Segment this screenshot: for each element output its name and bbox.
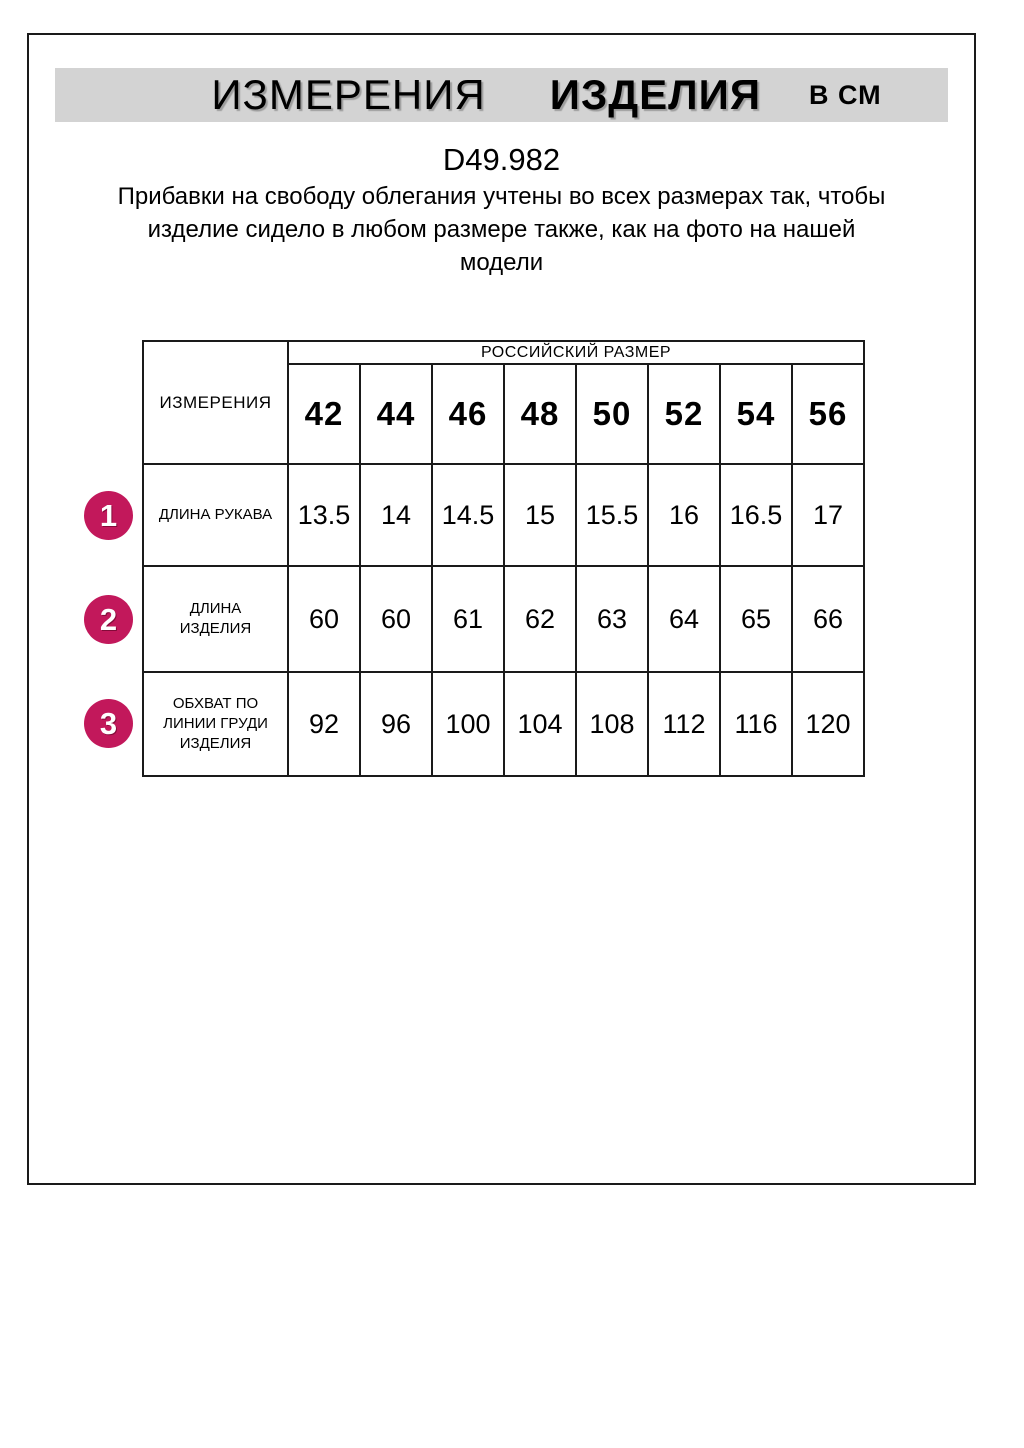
- measurement-value: 66: [792, 566, 864, 672]
- measurement-value: 16.5: [720, 464, 792, 566]
- corner-header-cell: ИЗМЕРЕНИЯ: [143, 341, 288, 464]
- row-label: ОБХВАТ ПО ЛИНИИ ГРУДИ ИЗДЕЛИЯ: [163, 695, 268, 752]
- table-row-garment-length: [143, 566, 864, 672]
- row-label: ДЛИНА ИЗДЕЛИЯ: [179, 600, 252, 637]
- group-header-row: [143, 341, 864, 364]
- measurement-value: 92: [288, 672, 360, 776]
- measurement-value: 15: [504, 464, 576, 566]
- fit-note-line: Прибавки на свободу облегания учтены во всех размерах так, чтобы: [117, 183, 886, 210]
- measurement-value: 100: [432, 672, 504, 776]
- size-column-header: 46: [432, 364, 504, 464]
- measurement-value: 60: [288, 566, 360, 672]
- measurement-value: 60: [360, 566, 432, 672]
- size-table: [142, 340, 865, 777]
- measurement-value: 108: [576, 672, 648, 776]
- row-marker-1: 1: [84, 491, 133, 540]
- row-marker-2: 2: [84, 595, 133, 644]
- header-bar: [55, 68, 948, 122]
- product-code: D49.982: [442, 142, 561, 177]
- measurement-value: 15.5: [576, 464, 648, 566]
- size-column-header: 44: [360, 364, 432, 464]
- measurement-value: 104: [504, 672, 576, 776]
- row-marker-3: 3: [84, 699, 133, 748]
- row-label-cell: [143, 464, 288, 566]
- header-title-main: ИЗМЕРЕНИЯ: [211, 71, 486, 118]
- measurement-value: 96: [360, 672, 432, 776]
- table-row-chest-girth: [143, 672, 864, 776]
- row-label: ДЛИНА РУКАВА: [158, 506, 273, 523]
- measurement-value: 13.5: [288, 464, 360, 566]
- measurement-value: 14.5: [432, 464, 504, 566]
- measurement-value: 14: [360, 464, 432, 566]
- measurement-value: 17: [792, 464, 864, 566]
- measurement-value: 64: [648, 566, 720, 672]
- measurement-value: 61: [432, 566, 504, 672]
- group-header-cell: РОССИЙСКИЙ РАЗМЕР: [288, 341, 864, 364]
- measurement-value: 120: [792, 672, 864, 776]
- header-title-emphasis: ИЗДЕЛИЯ: [549, 71, 762, 118]
- row-label-cell: [143, 672, 288, 776]
- measurement-value: 116: [720, 672, 792, 776]
- fit-note: [27, 180, 976, 279]
- measurement-value: 16: [648, 464, 720, 566]
- measurement-value: 65: [720, 566, 792, 672]
- size-column-header: 56: [792, 364, 864, 464]
- fit-note-line: изделие сидело в любом размере также, как на фото на нашей: [147, 216, 856, 243]
- measurement-value: 63: [576, 566, 648, 672]
- size-column-header: 52: [648, 364, 720, 464]
- size-column-header: 54: [720, 364, 792, 464]
- fit-note-line: модели: [459, 249, 544, 276]
- measurement-value: 62: [504, 566, 576, 672]
- size-column-header: 42: [288, 364, 360, 464]
- row-label-cell: [143, 566, 288, 672]
- size-column-header: 48: [504, 364, 576, 464]
- header-unit-label: В СМ: [809, 79, 882, 110]
- size-column-header: 50: [576, 364, 648, 464]
- measurement-value: 112: [648, 672, 720, 776]
- table-row-sleeve-length: [143, 464, 864, 566]
